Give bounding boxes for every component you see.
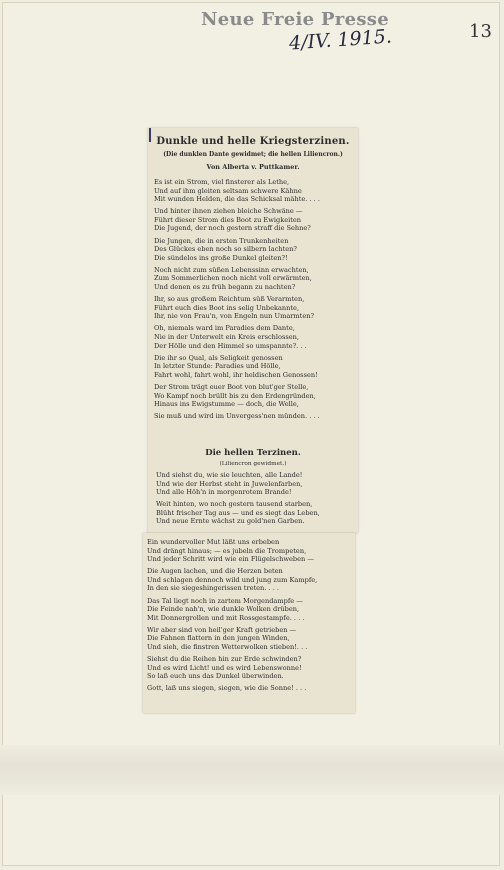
poem-line: Es ist ein Strom, viel finsterer als Lethe, bbox=[154, 178, 290, 186]
poem-line: Und sieh, die finstren Wetterwolken stieben!. . . bbox=[147, 643, 308, 652]
poem-line: Die Jungen, die in ersten Trunkenheiten bbox=[154, 236, 289, 245]
stanza bbox=[154, 207, 354, 233]
newspaper-stamp: Neue Freie Presse bbox=[201, 9, 389, 30]
section-title: Die hellen Terzinen. bbox=[205, 448, 301, 458]
stanza bbox=[154, 412, 354, 421]
poem-subtitle: (Die dunklen Dante gewidmet; die hellen Liliencron.) bbox=[163, 151, 343, 158]
poem-line: In letzter Stunde: Paradies und Hölle, bbox=[154, 362, 281, 371]
stanza bbox=[156, 471, 354, 497]
stanza bbox=[156, 500, 354, 526]
poem-line: Hinaus ins Ewigstumme — doch, die Welle, bbox=[154, 400, 299, 409]
light-terzinen-part-1 bbox=[156, 471, 354, 530]
poem-line: Die Feinde nah'n, wie dunkle Wolken drüben, bbox=[147, 605, 300, 614]
poem-line: Zum Sommerlichen noch nicht voll erwärmten, bbox=[154, 274, 312, 283]
poem-line: Die Augen lachen, und die Herzen beten bbox=[147, 567, 283, 576]
page-number: 13 bbox=[469, 21, 492, 42]
poem-line: Und wie der Herbst steht in Juwelenfarben, bbox=[156, 479, 303, 488]
newspaper-clipping-top bbox=[148, 128, 358, 533]
poem-line: Ihr, nie von Frau'n, von Engeln nun Umarmten? bbox=[154, 312, 315, 321]
poem-line: Und denen es zu früh begann zu nachten? bbox=[154, 283, 296, 292]
poem-line: Ihr, so aus großem Reichtum süß Verarmten, bbox=[154, 295, 305, 304]
poem-line: Führt dieser Strom dies Boot zu Ewigkeiten bbox=[154, 215, 302, 224]
newspaper-clipping-bottom bbox=[143, 533, 355, 713]
poem-line: Mit Donnergrollen und mit Rossgestampfe. . . . bbox=[147, 613, 305, 622]
poem-line: Des Glückes eben noch so silbern lachten? bbox=[154, 245, 297, 254]
poem-line: Die sündelos ins große Dunkel gleiten?! bbox=[154, 253, 288, 262]
poem-line: Siehst du die Reihen hin zur Erde schwinden? bbox=[147, 655, 302, 664]
poem-line: Oh, niemals ward im Paradies dem Dante, bbox=[154, 324, 295, 333]
poem-line: Sie muß und wird im Unvergess'nen münden. . . . bbox=[154, 412, 320, 421]
stanza bbox=[154, 266, 354, 292]
poem-line: Die Fahnen flattern in den jungen Winden, bbox=[147, 634, 290, 643]
stanza bbox=[147, 597, 351, 623]
poem-line: Und neue Ernte wächst zu gold'nen Garben. bbox=[156, 517, 305, 526]
stanza bbox=[147, 655, 351, 681]
poem-line: Der Strom trägt euer Boot von blut'ger Stelle, bbox=[154, 382, 309, 391]
poem-line: Gott, laß uns siegen, siegen, wie die Sonne! . . . bbox=[147, 684, 307, 693]
poem-line: Fahrt wohl, fahrt wohl, ihr heldischen Genossen! bbox=[154, 370, 318, 379]
poem-line: Und es wird Licht! und es wird Lebenswonne! bbox=[147, 663, 302, 672]
stanza bbox=[147, 567, 351, 593]
poem-line: So laß euch uns das Dunkel überwinden. bbox=[147, 672, 284, 681]
poem-line: Und alle Höh'n in morgenrotem Brande! bbox=[156, 488, 292, 497]
dark-terzinen bbox=[154, 178, 354, 424]
stanza bbox=[147, 538, 351, 564]
poem-line: Und drängt hinaus; — es jubeln die Trompeten, bbox=[147, 546, 307, 555]
poem-line: Führt euch dies Boot ins selig Unbekannte, bbox=[154, 303, 300, 312]
poem-line: Und siehst du, wie sie leuchten, alle Lande! bbox=[156, 471, 303, 479]
poem-title: Dunkle und helle Kriegsterzinen. bbox=[156, 136, 350, 147]
poem-line: Blüht frischer Tag aus — und es siegt das Leben, bbox=[156, 508, 320, 517]
poem-line: Noch nicht zum süßen Lebenssinn erwachten, bbox=[154, 265, 309, 274]
stanza bbox=[147, 684, 351, 693]
poem-line: Die Jugend, der noch gestern straff die Sehne? bbox=[154, 224, 311, 233]
poem-line: Und schlagen dennoch wild und jung zum Kampfe, bbox=[147, 575, 318, 584]
poem-line: Mit wunden Helden, die das Schicksal mähte. . . . bbox=[154, 195, 320, 204]
poem-line: In den sie siegeshingerissen treten. . . . bbox=[147, 584, 279, 593]
stanza bbox=[154, 237, 354, 263]
poem-line: Und jeder Schritt wird wie ein Flügelschweben — bbox=[147, 555, 314, 564]
poem-line: Wir aber sind von heil'ger Kraft getrieben — bbox=[147, 625, 297, 634]
poem-line: Weit hinten, wo noch gestern tausend starben, bbox=[156, 500, 313, 509]
poem-line: Und hinter ihnen ziehen bleiche Schwäne — bbox=[154, 207, 303, 216]
poem-line: Die ihr so Qual, als Seligkeit genossen bbox=[154, 353, 283, 362]
stanza bbox=[154, 383, 354, 409]
poem-line: Ein wundervoller Mut läßt uns erbeben bbox=[147, 538, 280, 546]
section-subtitle: (Liliencron gewidmet.) bbox=[219, 461, 287, 467]
stanza bbox=[154, 178, 354, 204]
stanza bbox=[147, 626, 351, 652]
stanza bbox=[154, 324, 354, 350]
poem-line: Nie in der Unterwelt ein Kreis erschlossen, bbox=[154, 333, 299, 341]
poem-line: Und auf ihm gleiten seltsam schwere Kähne bbox=[154, 186, 302, 195]
poem-author: Von Alberta v. Puttkamer. bbox=[206, 163, 300, 171]
handwritten-date: 4/IV. 1915. bbox=[288, 25, 393, 55]
stanza bbox=[154, 295, 354, 321]
page-smudge bbox=[0, 745, 504, 795]
light-terzinen-part-2 bbox=[147, 538, 351, 697]
stanza bbox=[154, 354, 354, 380]
poem-line: Der Hölle und den Himmel so umspannte?. . . bbox=[154, 341, 307, 350]
poem-line: Das Tal liegt noch in zartem Morgendampfe — bbox=[147, 596, 303, 605]
poem-line: Wo Kampf noch brüllt bis zu den Erdengründen, bbox=[154, 391, 316, 400]
